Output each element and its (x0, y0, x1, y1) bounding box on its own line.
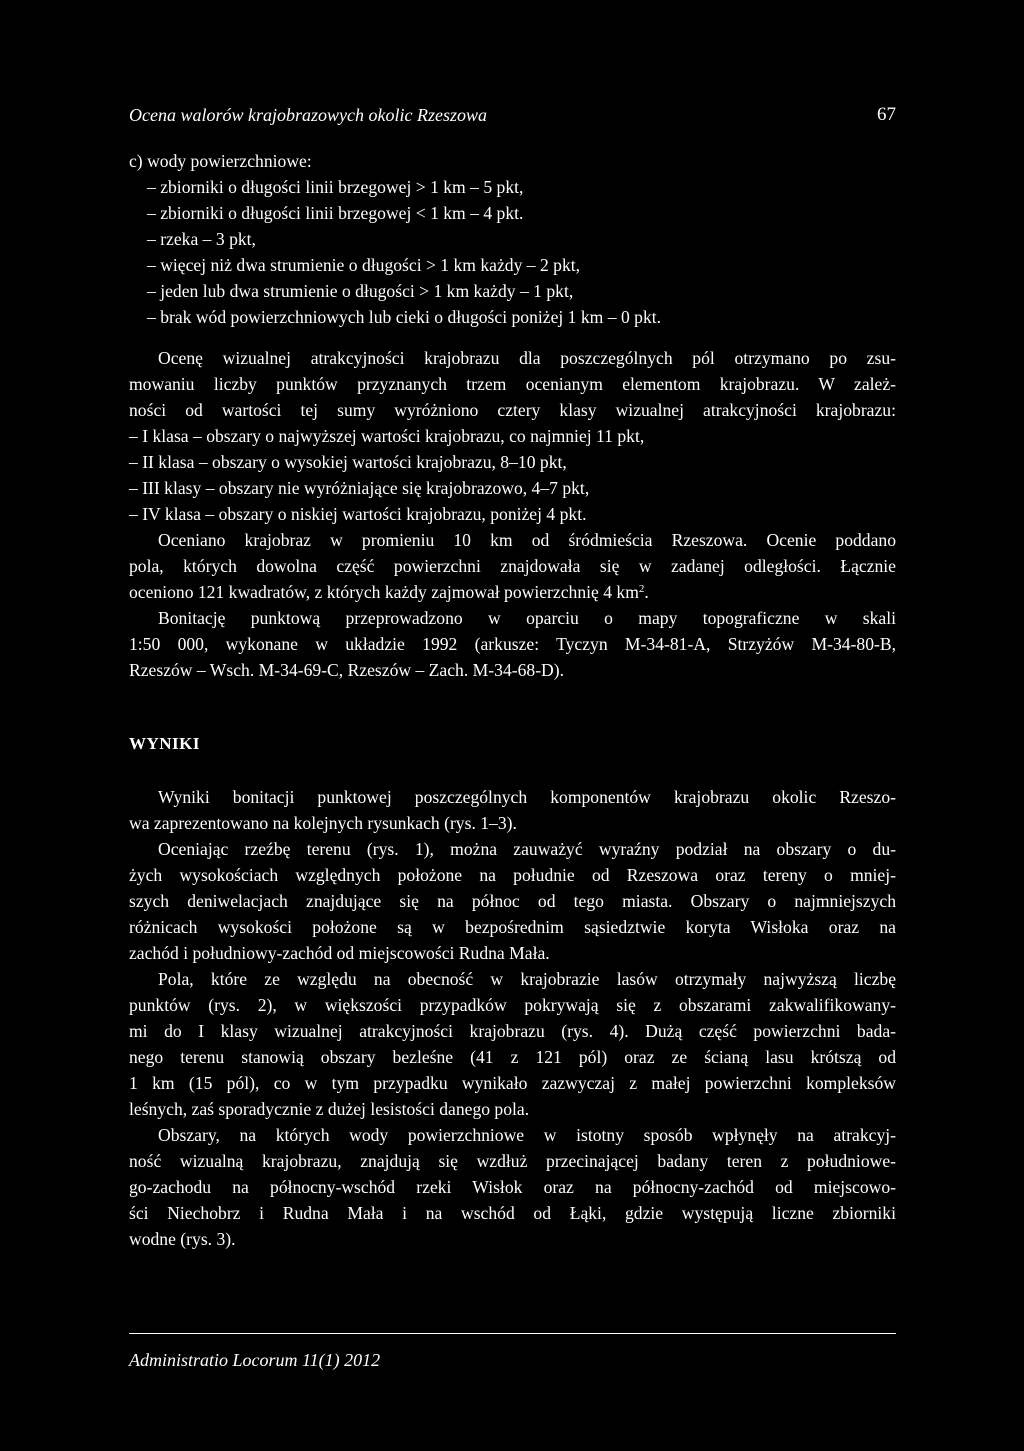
paragraph-line: 1 km (15 pól), co w tym przypadku wynikało zazwyczaj z małej powierzchni kompleksów (129, 1073, 896, 1093)
paragraph-line: zachód i południowy-zachód od miejscowości Rudna Mała. (129, 943, 550, 963)
class-item: – I klasa – obszary o najwyższej wartości krajobrazu, co najmniej 11 pkt, (129, 426, 645, 446)
paragraph-line: różnicach wysokości położone są w bezpośrednim sąsiedztwie koryta Wisłoka oraz na (129, 917, 896, 937)
paragraph-line: Rzeszów – Wsch. M-34-69-C, Rzeszów – Zach. M-34-68-D). (129, 660, 565, 680)
paragraph-line: Wyniki bonitacji punktowej poszczególnych komponentów krajobrazu okolic Rzeszo- (158, 787, 896, 807)
footer-divider (129, 1333, 896, 1334)
paragraph-line: leśnych, zaś sporadycznie z dużej lesistości danego pola. (129, 1099, 530, 1119)
paragraph-line: mowaniu liczby punktów przyznanych trzem ocenianym elementom krajobrazu. W zależ- (129, 374, 896, 394)
paragraph-line: ności od wartości tej sumy wyróżniono cztery klasy wizualnej atrakcyjności krajobrazu: (129, 400, 896, 420)
list-item: – więcej niż dwa strumienie o długości > 1 km każdy – 2 pkt, (147, 255, 581, 275)
paragraph-line: żych wysokościach względnych położone na południe od Rzeszowa oraz tereny o mniej- (129, 865, 896, 885)
paragraph-line: pola, których dowolna część powierzchni znajdowała się w zadanej odległości. Łącznie (129, 556, 896, 576)
paragraph-line: wa zaprezentowano na kolejnych rysunkach (rys. 1–3). (129, 813, 517, 833)
paragraph-line: ści Niechobrz i Rudna Mała i na wschód od Łąki, gdzie występują liczne zbiorniki (129, 1203, 896, 1223)
paragraph-line: nego terenu stanowią obszary bezleśne (41 z 121 pól) oraz ze ścianą lasu krótszą od (129, 1047, 896, 1067)
paragraph-line: ność wizualną krajobrazu, znajdują się wzdłuż przecinającej badany teren z południowe- (129, 1151, 896, 1171)
list-item: – rzeka – 3 pkt, (147, 229, 256, 249)
section-heading: WYNIKI (129, 734, 201, 753)
class-item: – III klasy – obszary nie wyróżniające się krajobrazowo, 4–7 pkt, (129, 478, 590, 498)
paragraph-line: Bonitację punktową przeprowadzono w oparciu o mapy topograficzne w skali (158, 608, 896, 628)
list-item: – brak wód powierzchniowych lub cieki o długości poniżej 1 km – 0 pkt. (147, 307, 662, 327)
paragraph-line: punktów (rys. 2), w większości przypadków pokrywają się z obszarami zakwalifikowany- (129, 995, 896, 1015)
list-item: – zbiorniki o długości linii brzegowej > 1 km – 5 pkt, (147, 177, 524, 197)
superscript: 2 (638, 583, 645, 595)
paragraph-line: oceniono 121 kwadratów, z których każdy zajmował powierzchnię 4 $km^2$. (129, 582, 649, 602)
paragraph-line: Oceniając rzeźbę terenu (rys. 1), można zauważyć wyraźny podział na obszary o du- (158, 839, 896, 859)
list-item: – zbiorniki o długości linii brzegowej < 1 km – 4 pkt. (147, 203, 524, 223)
class-item: – II klasa – obszary o wysokiej wartości krajobrazu, 8–10 pkt, (129, 452, 567, 472)
page-number: 67 (877, 104, 896, 125)
class-item: – IV klasa – obszary o niskiej wartości krajobrazu, poniżej 4 pkt. (129, 504, 587, 524)
paragraph-line: szych deniwelacjach znajdujące się na północ od tego miasta. Obszary o najmniejszych (129, 891, 896, 911)
paragraph-line: Ocenę wizualnej atrakcyjności krajobrazu dla poszczególnych pól otrzymano po zsu- (158, 348, 896, 368)
page-body (129, 148, 896, 1252)
paragraph-line: go-zachodu na północny-wschód rzeki Wisłok oraz na północny-zachód od miejscowo- (129, 1177, 896, 1197)
paragraph-line: Obszary, na których wody powierzchniowe w istotny sposób wpłynęły na atrakcyj- (158, 1125, 896, 1145)
running-title: Ocena walorów krajobrazowych okolic Rzeszowa (129, 105, 487, 125)
paragraph-line: wodne (rys. 3). (129, 1229, 236, 1249)
paragraph-line: 1:50 000, wykonane w układzie 1992 (arkusze: Tyczyn M-34-81-A, Strzyżów M-34-80-B, (129, 634, 896, 654)
paragraph-line: Pola, które ze względu na obecność w krajobrazie lasów otrzymały najwyższą liczbę (158, 969, 896, 989)
paragraph-line: Oceniano krajobraz w promieniu 10 km od śródmieścia Rzeszowa. Ocenie poddano (158, 530, 896, 550)
footer-journal: Administratio Locorum 11(1) 2012 (129, 1350, 381, 1370)
list-item: – jeden lub dwa strumienie o długości > 1 km każdy – 1 pkt, (147, 281, 574, 301)
paragraph-line: mi do I klasy wizualnej atrakcyjności krajobrazu (rys. 4). Dużą część powierzchni bada- (129, 1021, 896, 1041)
list-heading: c) wody powierzchniowe: (129, 151, 312, 171)
